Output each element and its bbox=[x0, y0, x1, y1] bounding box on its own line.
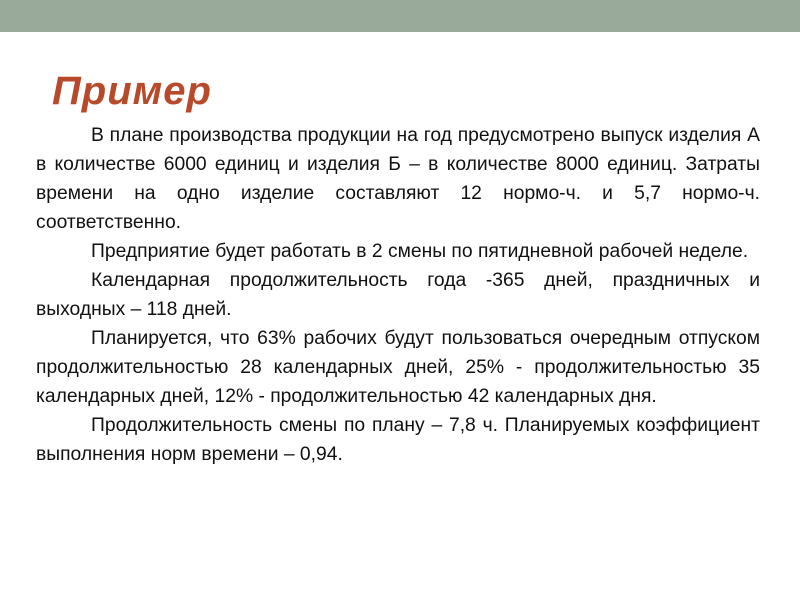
top-decorative-bar bbox=[0, 0, 800, 32]
slide-title: Пример bbox=[52, 69, 212, 113]
slide-body-text bbox=[36, 121, 760, 469]
paragraph-calendar-days: Календарная продолжительность года -365 дней, праздничных и выходных – 118 дней. bbox=[36, 270, 760, 320]
paragraph-shifts: Предприятие будет работать в 2 смены по пятидневной рабочей неделе. bbox=[91, 241, 749, 262]
paragraph-vacations: Планируется, что 63% рабочих будут пользоваться очередным отпуском продолжительностью 28 календарных дней, 25% - продолжительностью 35 календарных дней, 12% - продолжительностью 42 календарных дня. bbox=[36, 328, 760, 407]
paragraph-shift-duration: Продолжительность смены по плану – 7,8 ч. Планируемых коэффициент выполнения норм времени – 0,94. bbox=[36, 415, 760, 465]
paragraph-production-plan: В плане производства продукции на год предусмотрено выпуск изделия А в количестве 6000 единиц и изделия Б – в количестве 8000 единиц. Затраты времени на одно изделие составляют 12 нормо-ч. и 5,7 нормо-ч. соответственно. bbox=[36, 125, 760, 233]
